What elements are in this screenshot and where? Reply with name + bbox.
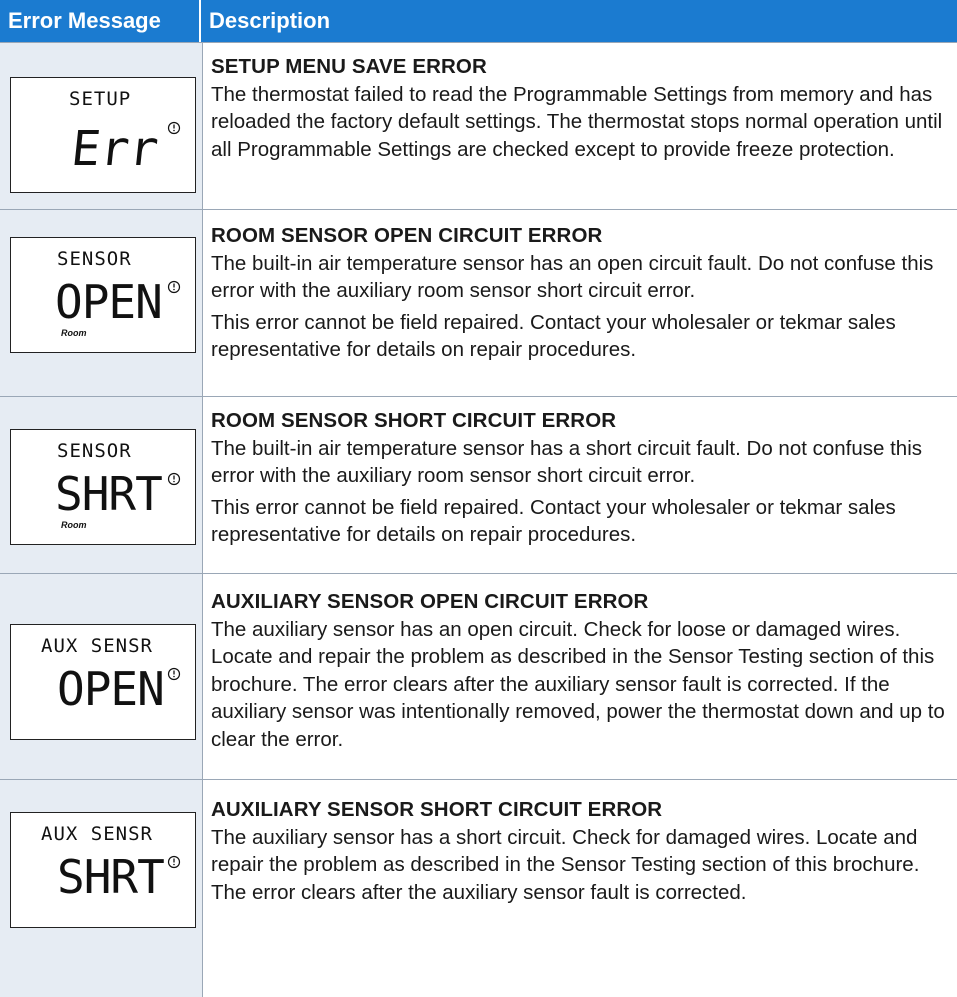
lcd-sub-text: Room [61,328,87,338]
lcd-main-text: Err [68,121,162,177]
lcd-display [10,237,196,353]
lcd-main-text: OPEN [57,662,164,716]
error-display-cell [0,780,203,997]
description-text: The built-in air temperature sensor has an open circuit fault. Do not confuse this error with the auxiliary room sensor short circuit error. [211,251,934,302]
description-text: The thermostat failed to read the Programmable Settings from memory and has reloaded the factory default settings. The thermostat stops normal operation until all Programmable Settings are checked except to provide freeze protection. [211,82,943,161]
lcd-display [10,77,196,193]
error-display-cell [0,397,203,573]
lcd-screen [11,625,194,738]
lcd-display [10,429,196,545]
lcd-top-text: SENSOR [57,248,132,270]
description-text: The auxiliary sensor has an open circuit. Check for loose or damaged wires. Locate and repair the problem as described in the Sensor Testing section of this brochure. The error clears after the auxiliary sensor fault is corrected. If the auxiliary sensor was intentionally removed, power the thermostat down and up to clear the error. [211,617,945,751]
lcd-top-text: AUX SENSR [41,635,153,657]
header-description: Description [209,8,331,33]
lcd-sub-text: Room [61,520,87,530]
error-title: SETUP MENU SAVE ERROR [211,55,487,78]
lcd-main-text: SHRT [57,850,164,904]
table-row [0,209,957,396]
error-title: ROOM SENSOR OPEN CIRCUIT ERROR [211,224,603,247]
lcd-top-text: AUX SENSR [41,823,153,845]
table-header [0,0,957,42]
error-display-cell [0,574,203,779]
lcd-main-text: OPEN [55,275,162,329]
warning-circle-icon [169,669,180,680]
description-text: The built-in air temperature sensor has a short circuit fault. Do not confuse this error with the auxiliary room sensor short circuit error. [211,436,923,487]
error-title: AUXILIARY SENSOR OPEN CIRCUIT ERROR [211,590,649,613]
error-display-cell [0,210,203,396]
description-text: This error cannot be field repaired. Contact your wholesaler or tekmar sales representative for details on repair procedures. [211,310,896,361]
description-cell [203,397,957,573]
table-row [0,42,957,209]
description-text: This error cannot be field repaired. Contact your wholesaler or tekmar sales representative for details on repair procedures. [211,495,896,546]
warning-circle-icon [169,282,180,293]
lcd-main-text: SHRT [55,467,162,521]
warning-circle-icon [169,474,180,485]
error-title: AUXILIARY SENSOR SHORT CIRCUIT ERROR [211,798,663,821]
description-cell [203,43,957,209]
lcd-display [10,812,196,928]
warning-circle-icon [169,857,180,868]
table-row [0,396,957,573]
warning-circle-icon [169,123,180,134]
lcd-screen [11,78,194,191]
table-row [0,779,957,997]
lcd-top-text: SENSOR [57,440,132,462]
lcd-top-text: SETUP [69,88,132,110]
header-error-message: Error Message [0,0,201,42]
error-title: ROOM SENSOR SHORT CIRCUIT ERROR [211,409,617,432]
description-text: The auxiliary sensor has a short circuit. Check for damaged wires. Locate and repair the problem as described in the Sensor Testing section of this brochure. The error clears after the auxiliary sensor fault is corrected. [211,825,920,904]
description-cell [203,574,957,779]
table-row [0,573,957,779]
lcd-screen [11,813,194,926]
description-cell [203,210,957,396]
lcd-display [10,624,196,740]
description-cell [203,780,957,997]
lcd-screen [11,238,194,351]
error-display-cell [0,43,203,209]
lcd-screen [11,430,194,543]
